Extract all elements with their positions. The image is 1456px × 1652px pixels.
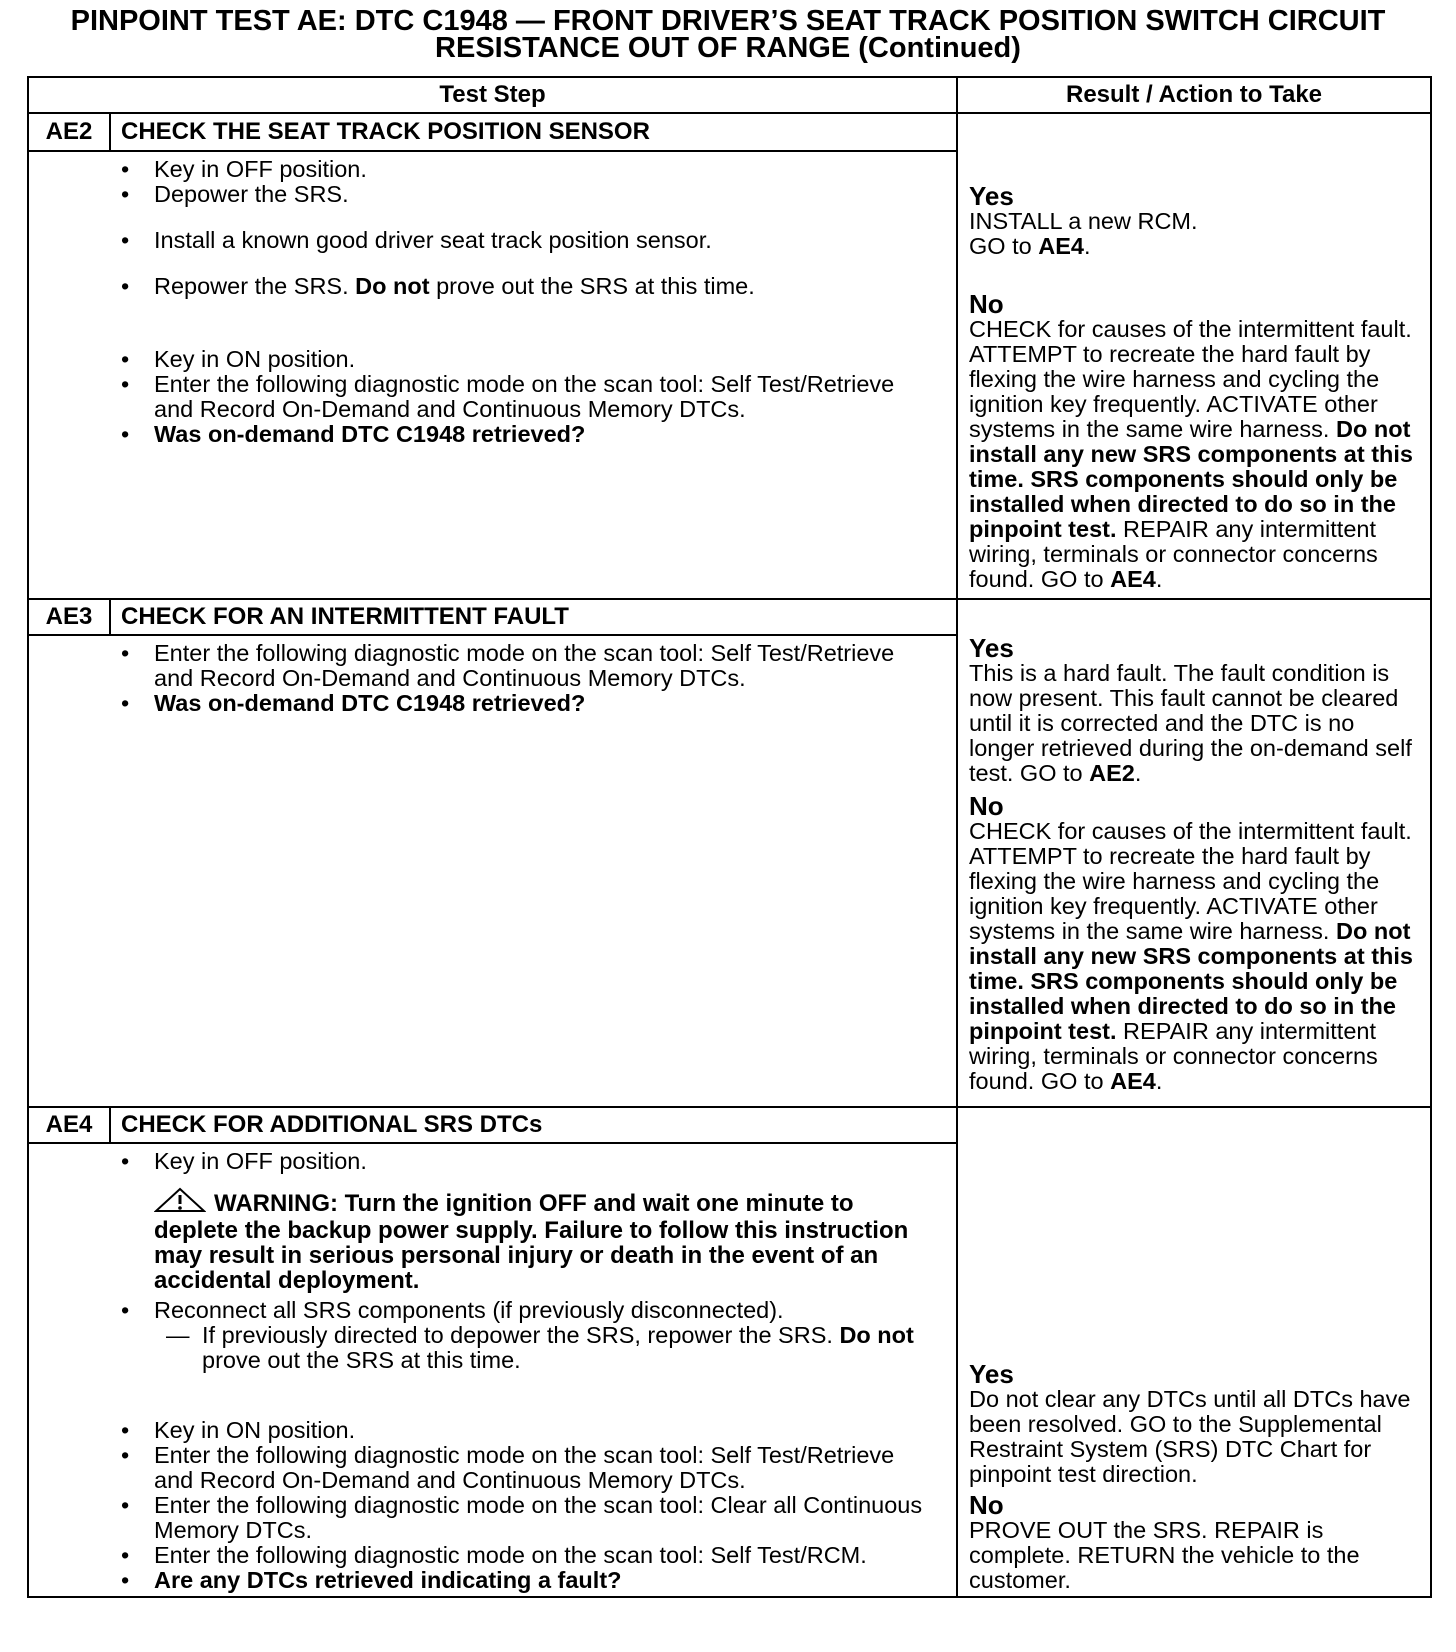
dash: — [166,1322,190,1348]
bullet: • [121,1417,130,1443]
list-item [29,1493,956,1543]
step-question: Was on-demand DTC C1948 retrieved? [154,421,586,448]
bullet: • [121,1297,130,1323]
step-text: Enter the following diagnostic mode on the scan tool: Self Test/Retrieve and Record On-Demand and Continuous Memory DTCs. [154,1442,895,1493]
step-text-bold: Do not [839,1322,914,1348]
list-item [29,422,956,447]
step-text: Install a known good driver seat track position sensor. [154,227,712,254]
step-ae4-body [28,1143,957,1597]
test-step-header: Test Step [28,77,957,113]
list-item [29,1149,956,1174]
yes-action [969,661,1422,786]
list-item [29,372,956,422]
step-ae3-title-row [28,599,1431,635]
step-text: Enter the following diagnostic mode on the scan tool: Self Test/Retrieve and Record On-Demand and Continuous Memory DTCs. [154,371,895,423]
yes-text: . [1083,233,1091,259]
bullet: • [121,371,130,398]
spacer [29,253,956,274]
yes-text: GO to [969,233,1032,259]
step-text-bold: Do not [355,273,430,300]
step-text: Repower the SRS. [154,273,349,300]
title-line-1: PINPOINT TEST AE: DTC C1948 — FRONT DRIVER’S SEAT TRACK POSITION SWITCH CIRCUIT [70,5,1386,37]
list-item [29,274,956,299]
no-label: No [969,289,1004,319]
step-ae4-title-row [28,1107,1431,1143]
no-text: REPAIR any intermittent wiring, terminals or connector concerns found. GO to [969,1018,1378,1094]
step-text: If previously directed to depower the SRS, repower the SRS. [202,1322,833,1348]
yes-text: INSTALL a new RCM. [969,208,1198,234]
list-item [29,1443,956,1493]
step-ae4-result [957,1107,1431,1597]
bullet: • [121,421,130,448]
step-text: Key in ON position. [154,346,356,373]
list-item [29,1568,956,1593]
no-text: . [1155,566,1163,592]
no-action: PROVE OUT the SRS. REPAIR is complete. RETURN the vehicle to the customer. [969,1517,1360,1593]
no-text-bold: Do not install any new SRS components at this time. SRS components should only be installed when directed to do so in the pinpoint test. [969,416,1413,542]
no-text-bold: Do not install any new SRS components at this time. SRS components should only be installed when directed to do so in the pinpoint test. [969,918,1413,1044]
spacer [29,207,956,228]
goto-step-link: AE4 [1110,1068,1156,1094]
yes-label: Yes [969,1359,1014,1389]
step-text: Enter the following diagnostic mode on the scan tool: Self Test/RCM. [154,1542,867,1568]
bullet: • [121,690,130,716]
step-text: Enter the following diagnostic mode on the scan tool: Self Test/Retrieve and Record On-Demand and Continuous Memory DTCs. [154,640,895,691]
no-action [969,819,1422,1094]
list-item [29,347,956,372]
no-action [969,317,1422,592]
no-label: No [969,1490,1004,1520]
step-text: Key in ON position. [154,1417,356,1443]
bullet: • [121,156,130,183]
list-item [29,182,956,207]
step-text: Key in OFF position. [154,156,367,183]
sub-item [29,1323,956,1373]
bullet: • [121,227,130,254]
spacer [29,299,956,347]
step-text: Reconnect all SRS components (if previously disconnected). [154,1297,784,1323]
bullet: • [121,1148,130,1174]
step-title: CHECK FOR AN INTERMITTENT FAULT [110,599,957,635]
step-ae2-result [957,113,1431,599]
list-item [29,1298,956,1323]
step-text: prove out the SRS at this time. [436,273,755,300]
yes-action [969,209,1422,259]
yes-label: Yes [969,633,1014,663]
warning-text: WARNING: Turn the ignition OFF and wait one minute to deplete the backup power supply. Failure to follow this instruction may result in serious personal injury or death in the event of an accidental deployment. [154,1190,909,1294]
step-question: Are any DTCs retrieved indicating a fault? [154,1567,622,1593]
step-id: AE4 [28,1107,110,1143]
step-id: AE3 [28,599,110,635]
bullet: • [121,1567,130,1593]
yes-label: Yes [969,181,1014,211]
step-ae2-title-row [28,113,1431,151]
step-title: CHECK FOR ADDITIONAL SRS DTCs [110,1107,957,1143]
list-item [29,641,956,691]
result-header: Result / Action to Take [957,77,1431,113]
title-line-2: RESISTANCE OUT OF RANGE (Continued) [435,32,1021,64]
yes-text: . [1134,760,1142,786]
bullet: • [121,346,130,373]
step-id: AE2 [28,113,110,151]
bullet: • [121,640,130,666]
step-text: prove out the SRS at this time. [202,1347,521,1373]
no-text: REPAIR any intermittent wiring, terminals or connector concerns found. GO to [969,516,1378,592]
no-text: . [1155,1068,1163,1094]
step-ae3-body [28,635,957,1107]
list-item [29,228,956,253]
header-row [28,77,1431,113]
no-label: No [969,791,1004,821]
list-item [29,157,956,182]
list-item [29,1418,956,1443]
list-item [29,1543,956,1568]
no-text: CHECK for causes of the intermittent fault. ATTEMPT to recreate the hard fault by flexing the wire harness and cycling the ignition key frequently. ACTIVATE other systems in the same wire harness. [969,818,1412,944]
step-text: Key in OFF position. [154,1148,367,1174]
warning-triangle-icon [154,1187,206,1218]
page-title [0,5,1456,64]
step-ae3-result [957,599,1431,1107]
goto-step-link: AE2 [1089,760,1135,786]
pinpoint-test-table [27,76,1432,1598]
yes-action: Do not clear any DTCs until all DTCs have been resolved. GO to the Supplemental Restraint System (SRS) DTC Chart for pinpoint test direction. [969,1386,1411,1487]
bullet: • [121,273,130,300]
yes-text: This is a hard fault. The fault condition is now present. This fault cannot be cleared until it is corrected and the DTC is no longer retrieved during the on-demand self test. GO to [969,660,1412,786]
step-question: Was on-demand DTC C1948 retrieved? [154,690,586,716]
goto-step-link: AE4 [1038,233,1084,259]
step-ae2-body [28,151,957,599]
bullet: • [121,1542,130,1568]
list-item [29,691,956,716]
step-text: Depower the SRS. [154,181,349,208]
step-title: CHECK THE SEAT TRACK POSITION SENSOR [110,113,957,151]
step-text: Enter the following diagnostic mode on the scan tool: Clear all Continuous Memory DTCs. [154,1492,923,1543]
warning-note [29,1187,956,1293]
goto-step-link: AE4 [1110,566,1156,592]
bullet: • [121,1442,130,1468]
bullet: • [121,1492,130,1518]
bullet: • [121,181,130,208]
no-text: CHECK for causes of the intermittent fault. ATTEMPT to recreate the hard fault by flexing the wire harness and cycling the ignition key frequently. ACTIVATE other systems in the same wire harness. [969,316,1412,442]
